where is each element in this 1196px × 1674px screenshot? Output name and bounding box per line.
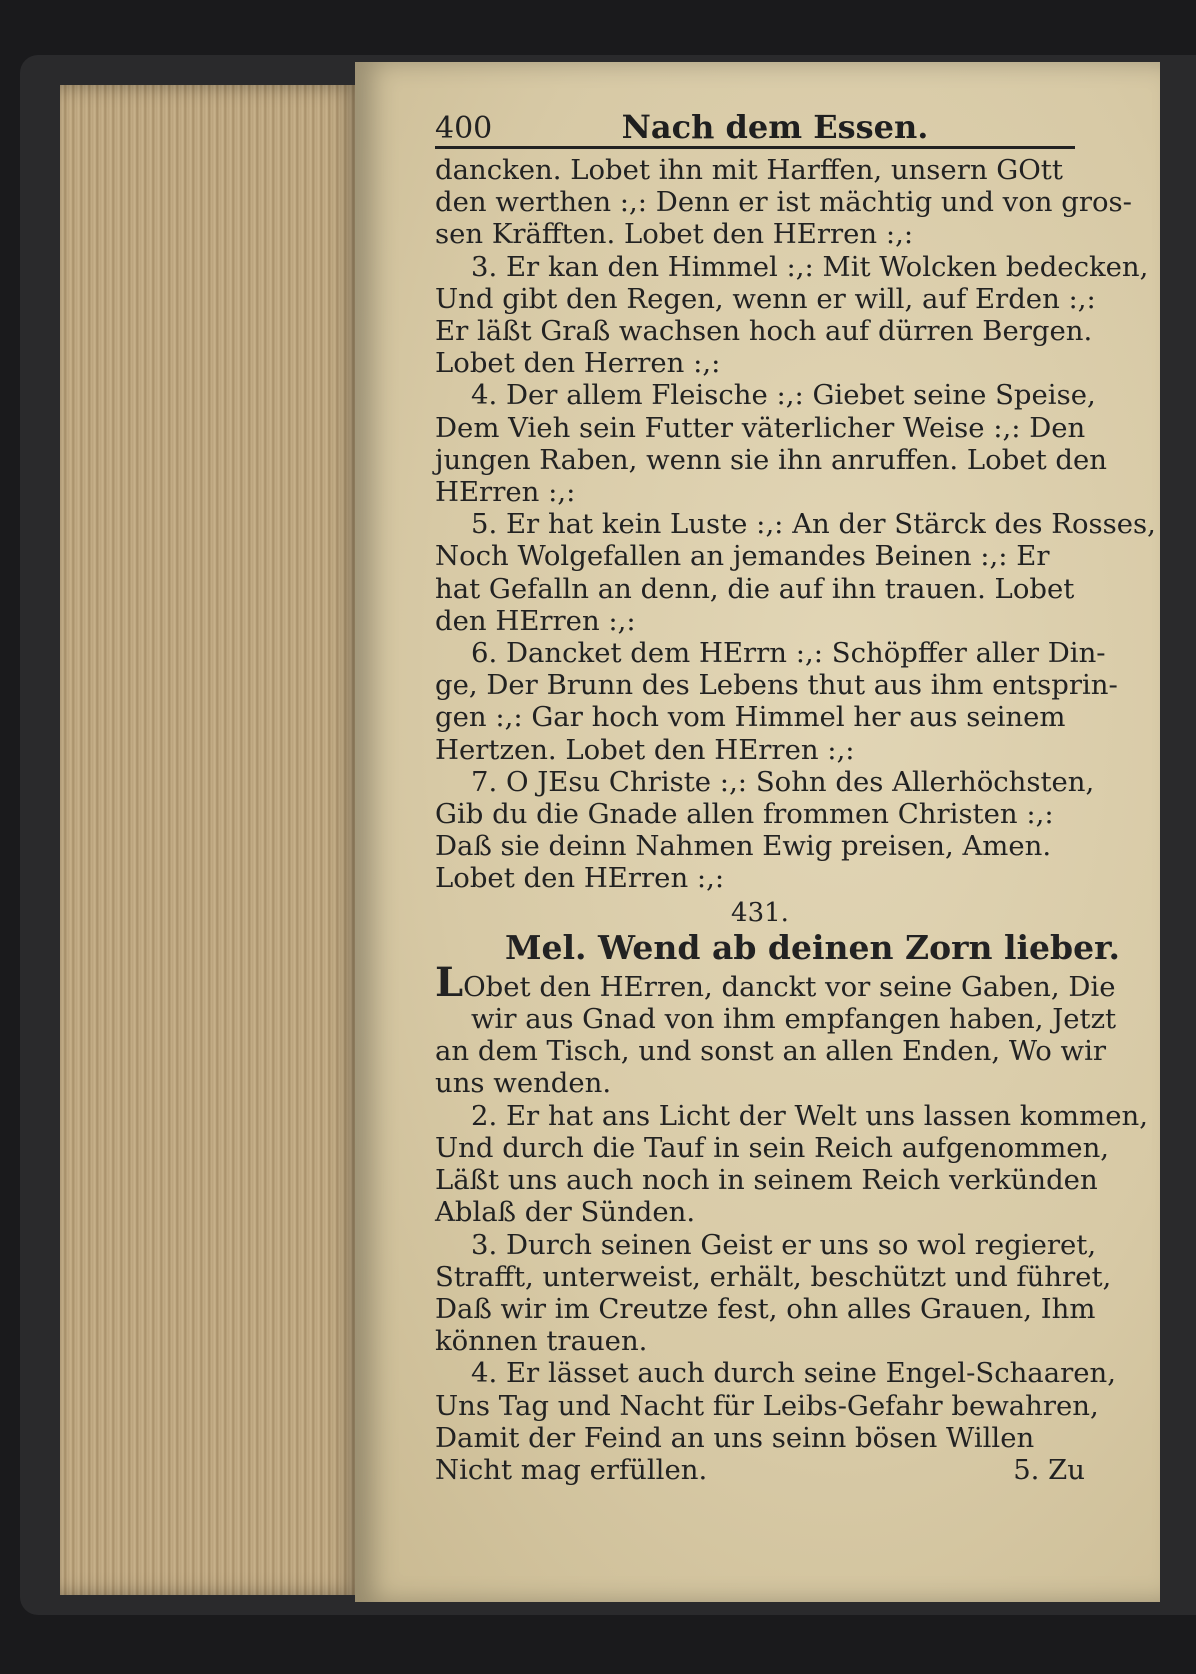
last-line-row bbox=[435, 1454, 1085, 1486]
text-line: Er läßt Graß wachsen hoch auf dürren Bergen. bbox=[435, 315, 1093, 348]
body-text bbox=[435, 154, 1156, 1486]
text-line: dancken. Lobet ihn mit Harffen, unsern GOtt bbox=[435, 154, 1063, 186]
text-line: können trauen. bbox=[435, 1325, 648, 1358]
text-line: HErren :,: bbox=[435, 476, 576, 509]
running-head: Nach dem Essen. bbox=[621, 108, 929, 146]
verse-line: 3. Durch seinen Geist er uns so wol regieret, bbox=[471, 1228, 1097, 1261]
text-line: den werthen :,: Denn er ist mächtig und von gros- bbox=[435, 186, 1132, 219]
verse-line: 5. Er hat kein Luste :,: An der Stärck des Rosses, bbox=[471, 508, 1156, 541]
verse-line: 4. Er lässet auch durch seine Engel-Schaaren, bbox=[471, 1357, 1116, 1390]
text-line: Ablaß der Sünden. bbox=[435, 1196, 696, 1229]
text-line: Hertzen. Lobet den HErren :,: bbox=[435, 733, 855, 766]
text-line: Daß wir im Creutze fest, ohn alles Grauen, Ihm bbox=[435, 1292, 1096, 1325]
text-line: jungen Raben, wenn sie ihn anruffen. Lobet den bbox=[435, 443, 1107, 476]
verse-line: 4. Der allem Fleische :,: Giebet seine Speise, bbox=[471, 379, 1096, 412]
text-line: den HErren :,: bbox=[435, 604, 636, 637]
text-line: Läßt uns auch noch in seinem Reich verkünden bbox=[435, 1164, 1098, 1197]
text-line: Lobet den Herren :,: bbox=[435, 347, 721, 380]
text-line: wir aus Gnad von ihm empfangen haben, Jetzt bbox=[471, 1003, 1117, 1036]
hymn-number: 431. bbox=[731, 897, 789, 928]
text-line bbox=[435, 958, 1116, 1006]
text-line: Gib du die Gnade allen frommen Christen :,: bbox=[435, 798, 1054, 831]
verse-line: 6. Dancket dem HErrn :,: Schöpffer aller Din- bbox=[471, 637, 1106, 670]
text-line: Und gibt den Regen, wenn er will, auf Erden :,: bbox=[435, 282, 1096, 315]
page-header bbox=[435, 102, 1075, 149]
text-line: Nicht mag erfüllen. bbox=[435, 1453, 708, 1486]
text-line: hat Gefalln an denn, die auf ihn trauen. Lobet bbox=[435, 572, 1075, 605]
text-line: gen :,: Gar hoch vom Himmel her aus seinem bbox=[435, 701, 1066, 734]
text-line: Strafft, unterweist, erhält, beschützt und führet, bbox=[435, 1260, 1112, 1293]
catchword: 5. Zu bbox=[1013, 1453, 1085, 1486]
text-line-content: Obet den HErren, danckt vor seine Gaben, Die bbox=[463, 970, 1116, 1003]
verse-line: 7. O JEsu Christe :,: Sohn des Allerhöchsten, bbox=[471, 765, 1095, 798]
text-line: Dem Vieh sein Futter väterlicher Weise :,: Den bbox=[435, 411, 1086, 444]
hymn-title: Mel. Wend ab deinen Zorn lieber. bbox=[505, 927, 1120, 967]
verse-line: 3. Er kan den Himmel :,: Mit Wolcken bedecken, bbox=[471, 250, 1149, 283]
text-line: ge, Der Brunn des Lebens thut aus ihm entsprin- bbox=[435, 669, 1118, 702]
text-line: Damit der Feind an uns seinn bösen Willen bbox=[435, 1421, 1035, 1454]
text-line: uns wenden. bbox=[435, 1067, 612, 1100]
text-line: Uns Tag und Nacht für Leibs-Gefahr bewahren, bbox=[435, 1389, 1099, 1422]
text-line: an dem Tisch, und sonst an allen Enden, Wo wir bbox=[435, 1035, 1107, 1068]
page-edges bbox=[60, 85, 360, 1595]
text-line: Noch Wolgefallen an jemandes Beinen :,: Er bbox=[435, 540, 1050, 573]
initial-letter: L bbox=[435, 958, 464, 1006]
page-number: 400 bbox=[435, 111, 493, 146]
text-line: sen Kräfften. Lobet den HErren :,: bbox=[435, 218, 914, 251]
book-page bbox=[355, 62, 1160, 1602]
text-line: Lobet den HErren :,: bbox=[435, 862, 725, 895]
text-line: Daß sie deinn Nahmen Ewig preisen, Amen. bbox=[435, 830, 1052, 863]
verse-line: 2. Er hat ans Licht der Welt uns lassen kommen, bbox=[471, 1099, 1148, 1132]
text-line: Und durch die Tauf in sein Reich aufgenommen, bbox=[435, 1131, 1110, 1164]
